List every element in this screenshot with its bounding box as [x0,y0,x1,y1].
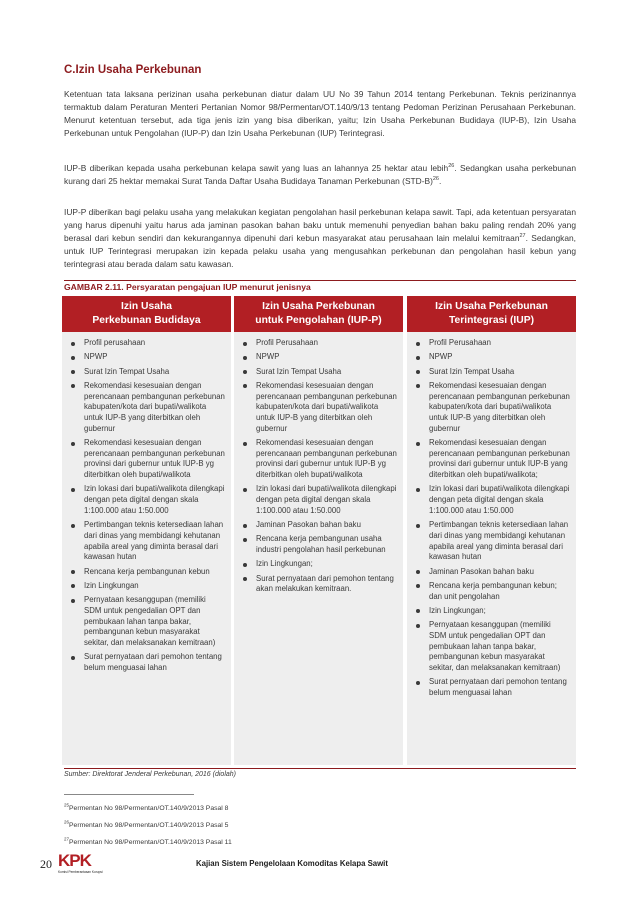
requirement-item: Rencana kerja pembangunan kebun [70,567,225,578]
column-title-line2: untuk Pengolahan (IUP-P) [255,315,382,326]
column-title-line1: Izin Usaha Perkebunan [435,301,548,312]
footnote-text: Permentan No 98/Permentan/OT.140/9/2013 Pasal 11 [69,839,232,846]
figure-bottom-rule [64,768,576,769]
requirement-item: NPWP [242,352,397,363]
column-header [234,296,403,332]
paragraph-1: Ketentuan tata laksana perizinan usaha perkebunan diatur dalam UU No 39 Tahun 2014 tentang Perkebunan. Teknis perizinannya termaktub dalam Peraturan Menteri Pertanian Nomor 98/Permentan/OT.140/9/13 tentang Pedoman Perizinan Perusahaan Perkebunan. Menurut ketentuan tersebut, ada tiga jenis izin yang bisa diberikan, yaitu; Izin Usaha Perkebunan Budidaya (IUP-B), Izin Usaha Perkebunan untuk Pengolahan (IUP-P) dan Izin Usaha Perkebunan (IUP) Terintegrasi. [64,89,576,138]
requirement-item: Pertimbangan teknis ketersediaan lahan dari dinas yang membidangi kehutanan apabila areal yang diminta berasal dari kawasan hutan [415,520,570,563]
footnote-ref: 26 [448,163,455,170]
column-title-line1: Izin Usaha Perkebunan [262,301,375,312]
requirement-item: Izin lokasi dari bupati/walikota dilengkapi dengan peta digital dengan skala 1:100.000 atau 1:50.000 [242,484,397,516]
requirement-item: Izin lokasi dari bupati/walikota dilengkapi dengan peta digital dengan skala 1:100.000 atau 1:50.000 [70,484,225,516]
paragraph-2 [64,162,576,188]
requirement-item: Surat pernyataan dari pemohon tentang akan melakukan kemitraan. [242,574,397,595]
kpk-logo [58,851,110,877]
footnote-rule [64,794,194,795]
figure-source: Sumber: Direktorat Jenderal Perkebunan, 2016 (diolah) [64,771,236,778]
figure-caption: GAMBAR 2.11. Persyaratan pengajuan IUP menurut jenisnya [64,282,311,292]
paragraph-3 [64,206,576,271]
page-number: 20 [40,857,52,871]
column-iup-terintegrasi [407,296,576,765]
logo-subtext: Komisi Pemberantasan Korupsi [58,870,103,874]
requirement-item: Pernyataan kesanggupan (memiliki SDM untuk pengedalian OPT dan pembukaan lahan tanpa bakar, pembangunan kebun masyarakat sekitar, dan melaksanakan kemitraan) [70,595,225,649]
footnote [64,802,229,812]
requirements-table [62,296,576,765]
section-title: C.Izin Usaha Perkebunan [64,64,202,76]
footnote [64,819,229,829]
requirement-item: NPWP [415,352,570,363]
paragraph-3-text-b: . Sedangkan, untuk IUP Terintegrasi merupakan izin kepada pelaku usaha yang mengusahkan perkebunan dan pengolahan hasil kebun yang terintegrasi atau berada dalam satu kawasan. [64,233,576,269]
requirement-item: Rencana kerja pembangunan kebun; dan unit pengolahan [415,581,570,602]
footnote-number: 25 [64,802,70,808]
footnote-number: 26 [64,819,70,825]
requirement-item: Rekomendasi kesesuaian dengan perencanaan pembangunan perkebunan kabupaten/kota dari bupati/walikota untuk IUP-B yang diterbitkan oleh gubernur [70,381,225,435]
requirement-item: Surat Izin Tempat Usaha [415,367,570,378]
requirement-item: NPWP [70,352,225,363]
figure-top-rule [64,280,576,281]
requirement-item: Surat pernyataan dari pemohon tentang belum menguasai lahan [415,677,570,698]
requirement-item: Pernyataan kesanggupan (memiliki SDM untuk pengedalian OPT dan pembukaan lahan tanpa bakar, pembangunan kebun masyarakat sekitar, dan melaksanakan kemitraan) [415,620,570,674]
requirement-list [62,332,231,674]
requirement-item: Surat Izin Tempat Usaha [70,367,225,378]
requirement-item: Profil Perusahaan [242,338,397,349]
requirement-list [407,332,576,699]
column-title-line2: Terintegrasi (IUP) [448,315,535,326]
requirement-item: Rencana kerja pembangunan usaha industri pengolahan hasil perkebunan [242,534,397,555]
requirement-item: Profil Perusahaan [415,338,570,349]
footnote-ref: 27 [519,233,526,240]
requirement-item: Surat Izin Tempat Usaha [242,367,397,378]
paragraph-2-text-c: . [438,176,442,186]
requirement-item: Izin Lingkungan [70,581,225,592]
requirement-item: Rekomendasi kesesuaian dengan perencanaan pembangunan perkebunan provinsi dari gubernur untuk IUP-B yg diterbitkan oleh bupati/walikota [242,438,397,481]
requirement-list [234,332,403,595]
footer-title: Kajian Sistem Pengelolaan Komoditas Kelapa Sawit [196,859,388,868]
logo-text: KPK [58,851,91,870]
requirement-item: Rekomendasi kesesuaian dengan perencanaan pembangunan perkebunan provinsi dari gubernur untuk IUP-B yg diterbitkan oleh bupati/walikota [70,438,225,481]
paragraph-2-text-a: IUP-B diberikan kepada usaha perkebunan kelapa sawit yang luas an lahannya 25 hektar atau lebih [64,163,449,173]
requirement-item: Rekomendasi kesesuaian dengan perencanaan pembangunan perkebunan provinsi dari gubernur untuk IUP-B yang diterbitkan oleh bupati/walikota; [415,438,570,481]
footnote-ref: 26 [432,176,439,183]
requirement-item: Surat pernyataan dari pemohon tentang belum menguasai lahan [70,652,225,673]
requirement-item: Profil perusahaan [70,338,225,349]
requirement-item: Jaminan Pasokan bahan baku [242,520,397,531]
requirement-item: Rekomendasi kesesuaian dengan perencanaan pembangunan perkebunan kabupaten/kota dari bupati/walikota untuk IUP-B yang diterbitkan oleh gubernur [242,381,397,435]
footnote-number: 27 [64,836,70,842]
requirement-item: Izin Lingkungan; [242,559,397,570]
footnote-text: Permentan No 98/Permentan/OT.140/9/2013 Pasal 8 [69,805,229,812]
requirement-item: Pertimbangan teknis ketersediaan lahan dari dinas yang membidangi kehutanan apabila areal yang diminta berasal dari kawasan hutan [70,520,225,563]
paragraph-3-text-a: IUP-P diberikan bagi pelaku usaha yang melakukan kegiatan pengolahan hasil perkebunan kelapa sawit. Tapi, ada ketentuan persyaratan yang harus dipenuhi yaitu harus ada jaminan pasokan bahan baku untuk memenuhi penyedian bahan baku paling rendah 20% yang berasal dari kebun sendiri dan kekurangannya dipenuhi dari kebun masyarakat atau perusahaan lain melalui kemitraan [64,207,576,243]
column-iup-b [62,296,231,765]
column-iup-p [234,296,403,765]
column-header [407,296,576,332]
requirement-item: Izin Lingkungan; [415,606,570,617]
column-header [62,296,231,332]
requirement-item: Izin lokasi dari bupati/walikota dilengkapi dengan peta digital dengan skala 1:100.000 atau 1:50.000 [415,484,570,516]
column-title-line1: Izin Usaha [121,301,172,312]
requirement-item: Rekomendasi kesesuaian dengan perencanaan pembangunan perkebunan kabupaten/kota dari bupati/walikota untuk IUP-B yang diterbitkan oleh gubernur [415,381,570,435]
footnote [64,836,232,846]
column-title-line2: Perkebunan Budidaya [92,315,201,326]
requirement-item: Jaminan Pasokan bahan baku [415,567,570,578]
footnote-text: Permentan No 98/Permentan/OT.140/9/2013 Pasal 5 [69,822,229,829]
paragraph-2-text-b: . Sedangkan usaha perkebunan kurang dari 25 hektar memakai Surat Tanda Daftar Usaha Budidaya Tanaman Perkebunan (STD-B) [64,163,576,186]
